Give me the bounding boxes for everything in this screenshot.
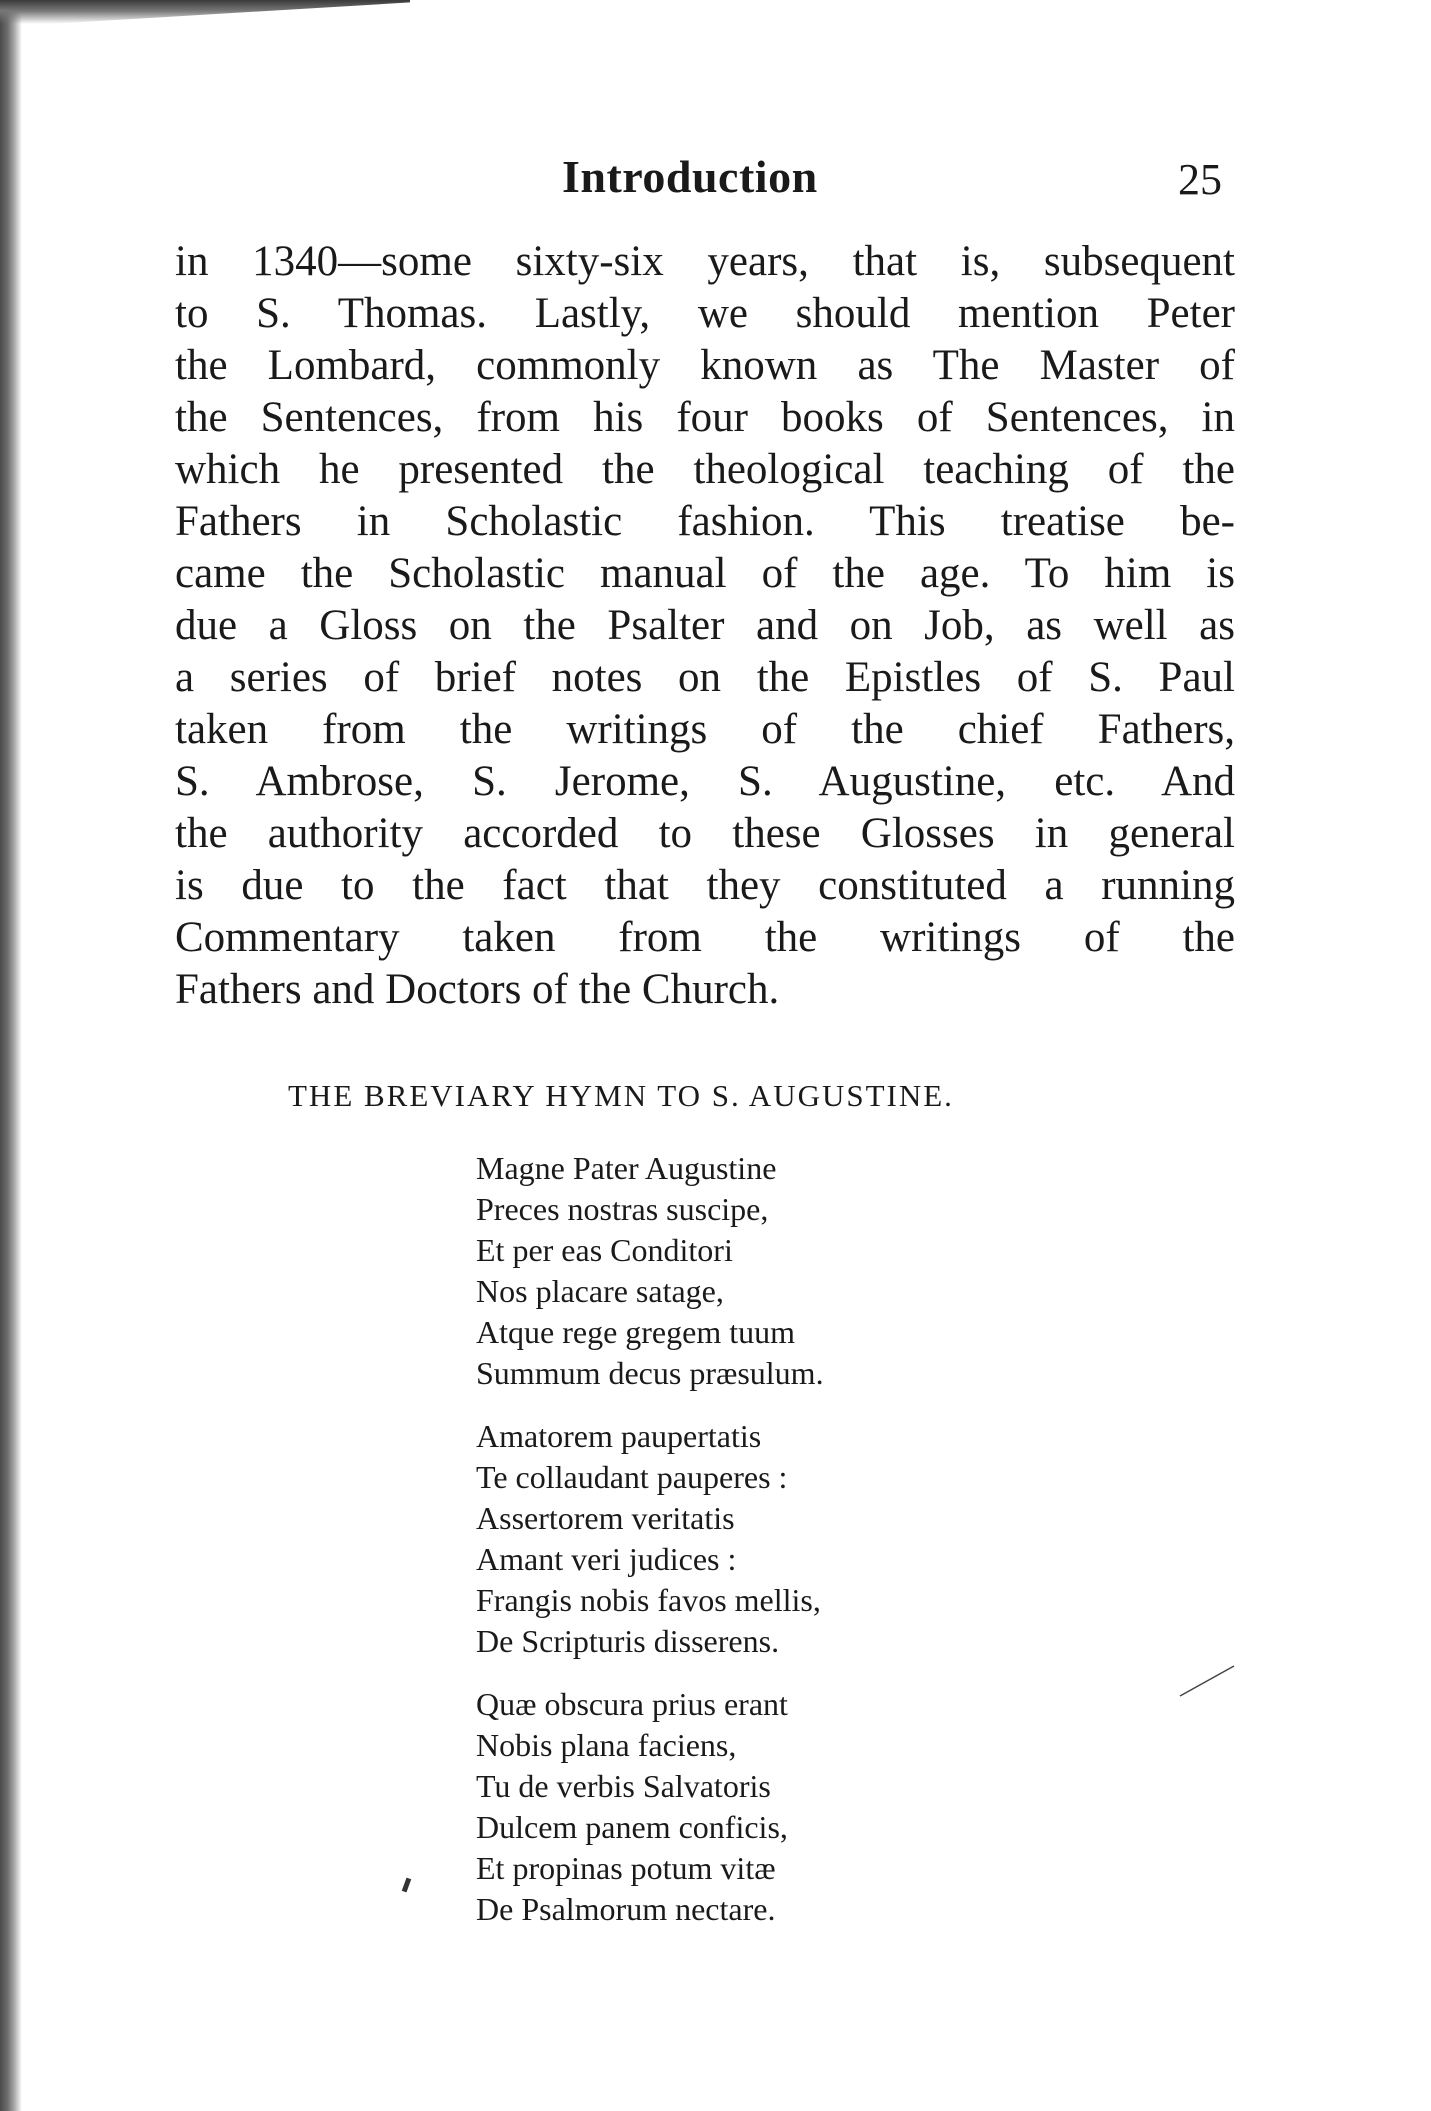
running-title: Introduction: [562, 151, 818, 202]
verse-line: Nos placare satage,: [476, 1273, 724, 1309]
prose-line: in 1340—some sixty-six years, that is, subsequent: [175, 238, 1235, 285]
hymn-verses: [476, 1148, 1036, 1952]
prose-line: to S. Thomas. Lastly, we should mention Peter: [175, 290, 1235, 337]
prose-line: Fathers in Scholastic fashion. This treatise be-: [175, 498, 1235, 545]
verse-line: Atque rege gregem tuum: [476, 1314, 795, 1350]
verse-line: Amant veri judices :: [476, 1541, 737, 1577]
prose-line: S. Ambrose, S. Jerome, S. Augustine, etc. And: [175, 758, 1235, 805]
pencil-mark: [1178, 1660, 1238, 1700]
ink-speck: [402, 1878, 411, 1893]
body-paragraph: [175, 236, 1235, 1016]
verse-line: Magne Pater Augustine: [476, 1150, 777, 1186]
hymn-stanza: [476, 1684, 1036, 1930]
running-head: [0, 150, 1431, 210]
verse-line: Quæ obscura prius erant: [476, 1686, 788, 1722]
prose-line: Fathers and Doctors of the Church.: [175, 966, 780, 1013]
hymn-stanza: [476, 1416, 1036, 1662]
hymn-heading: THE BREVIARY HYMN TO S. AUGUSTINE.: [288, 1078, 954, 1113]
verse-line: Et per eas Conditori: [476, 1232, 733, 1268]
page-number: 25: [1178, 155, 1222, 204]
verse-line: Frangis nobis favos mellis,: [476, 1582, 821, 1618]
prose-line: taken from the writings of the chief Fathers,: [175, 706, 1235, 753]
prose-line: Commentary taken from the writings of the: [175, 914, 1235, 961]
verse-line: Et propinas potum vitæ: [476, 1850, 776, 1886]
verse-line: Te collaudant pauperes :: [476, 1459, 788, 1495]
verse-line: Preces nostras suscipe,: [476, 1191, 769, 1227]
prose-line: due a Gloss on the Psalter and on Job, as well as: [175, 602, 1235, 649]
prose-line: which he presented the theological teaching of the: [175, 446, 1235, 493]
binding-edge-shadow: [0, 0, 22, 2111]
prose-line: the Sentences, from his four books of Sentences, in: [175, 394, 1235, 441]
verse-line: Assertorem veritatis: [476, 1500, 735, 1536]
verse-line: Amatorem paupertatis: [476, 1418, 762, 1454]
verse-line: Summum decus præsulum.: [476, 1355, 824, 1391]
verse-line: Dulcem panem conficis,: [476, 1809, 788, 1845]
binding-top-shadow: [0, 0, 410, 24]
prose-line: came the Scholastic manual of the age. To him is: [175, 550, 1235, 597]
verse-line: Nobis plana faciens,: [476, 1727, 737, 1763]
prose-line: is due to the fact that they constituted a running: [175, 862, 1235, 909]
verse-line: Tu de verbis Salvatoris: [476, 1768, 771, 1804]
hymn-stanza: [476, 1148, 1036, 1394]
prose-line: the Lombard, commonly known as The Master of: [175, 342, 1235, 389]
prose-line: the authority accorded to these Glosses in general: [175, 810, 1235, 857]
verse-line: De Scripturis disserens.: [476, 1623, 780, 1659]
verse-line: De Psalmorum nectare.: [476, 1891, 776, 1927]
prose-line: a series of brief notes on the Epistles of S. Paul: [175, 654, 1235, 701]
